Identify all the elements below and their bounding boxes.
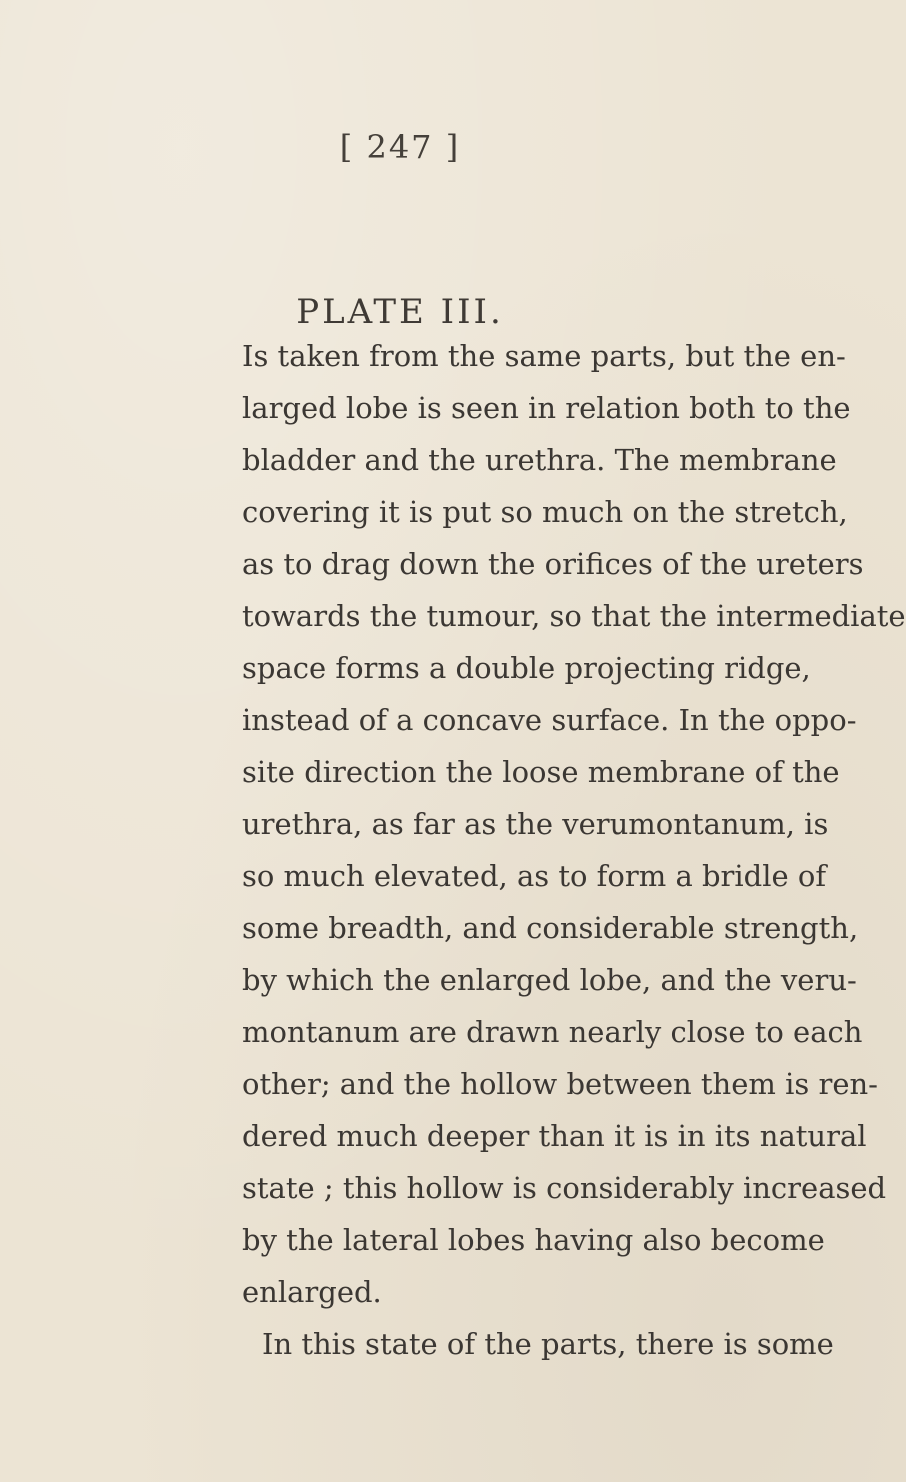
text-line: covering it is put so much on the stretch,	[242, 495, 848, 529]
text-line: instead of a concave surface. In the oppo-	[242, 703, 857, 737]
text-line: montanum are drawn nearly close to each	[242, 1015, 863, 1049]
page-number: [ 247 ]	[339, 128, 461, 166]
text-line: by the lateral lobes having also become	[242, 1223, 825, 1257]
text-line: enlarged.	[242, 1275, 382, 1309]
text-line: bladder and the urethra. The membrane	[242, 443, 837, 477]
text-line: site direction the loose membrane of the	[242, 755, 840, 789]
text-line: dered much deeper than it is in its natural	[242, 1119, 867, 1153]
text-line: space forms a double projecting ridge,	[242, 651, 811, 685]
text-line-paragraph-start: In this state of the parts, there is some	[262, 1327, 834, 1361]
text-line: larged lobe is seen in relation both to the	[242, 391, 851, 425]
plate-title: PLATE III.	[296, 292, 504, 332]
text-line: other; and the hollow between them is ren-	[242, 1067, 878, 1101]
text-line: state ; this hollow is considerably increased	[242, 1171, 887, 1205]
text-line: as to drag down the orifices of the ureters	[242, 547, 864, 581]
text-line: urethra, as far as the verumontanum, is	[242, 807, 829, 841]
text-line: some breadth, and considerable strength,	[242, 911, 859, 945]
text-line: so much elevated, as to form a bridle of	[242, 859, 827, 893]
text-line: by which the enlarged lobe, and the veru-	[242, 963, 857, 997]
text-line: Is taken from the same parts, but the en-	[242, 339, 846, 373]
text-line: towards the tumour, so that the intermediate	[242, 599, 906, 633]
